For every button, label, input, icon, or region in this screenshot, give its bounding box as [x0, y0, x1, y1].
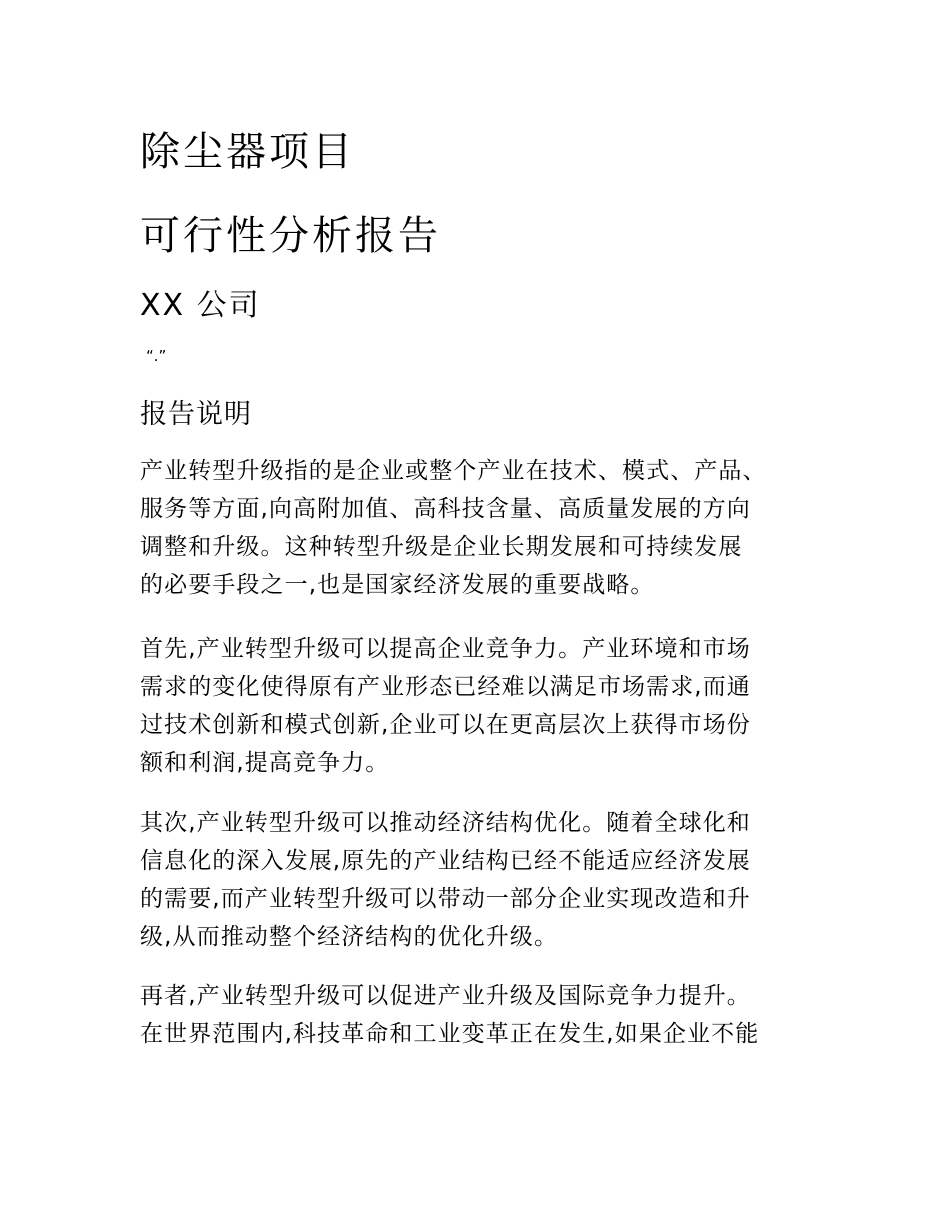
- quote-marker: “.”: [146, 347, 167, 365]
- paragraph-line: 级,从而推动整个经济结构的优化升级。: [140, 924, 559, 950]
- paragraph-line: 首先,产业转型升级可以提高企业竞争力。产业环境和市场: [140, 636, 751, 662]
- paragraph-line: 的必要手段之一,也是国家经济发展的重要战略。: [140, 572, 655, 598]
- company-name: XX 公司: [140, 288, 261, 323]
- paragraph-line: 额和利润,提高竞争力。: [140, 750, 390, 776]
- paragraph-4: [140, 977, 820, 1053]
- report-title-line-2: 可行性分析报告: [140, 213, 441, 259]
- paragraph-line: 再者,产业转型升级可以促进产业升级及国际竞争力提升。: [140, 983, 751, 1009]
- paragraph-line: 需求的变化使得原有产业形态已经难以满足市场需求,而通: [140, 674, 751, 700]
- paragraph-line: 调整和升级。这种转型升级是企业长期发展和可持续发展: [140, 534, 743, 560]
- paragraph-line: 在世界范围内,科技革命和工业变革正在发生,如果企业不能: [140, 1021, 760, 1047]
- paragraph-line: 的需要,而产业转型升级可以带动一部分企业实现改造和升: [140, 886, 751, 912]
- paragraph-2: [140, 630, 820, 782]
- report-title-line-1: 除尘器项目: [140, 129, 355, 175]
- paragraph-line: 过技术创新和模式创新,企业可以在更高层次上获得市场份: [140, 712, 751, 738]
- paragraph-3: [140, 804, 820, 956]
- paragraph-line: 服务等方面,向高附加值、高科技含量、高质量发展的方向: [140, 496, 751, 522]
- paragraph-line: 产业转型升级指的是企业或整个产业在技术、模式、产品、: [140, 458, 767, 484]
- paragraph-line: 信息化的深入发展,原先的产业结构已经不能适应经济发展: [140, 848, 751, 874]
- paragraph-1: [140, 452, 820, 604]
- section-heading: 报告说明: [140, 399, 252, 430]
- paragraph-line: 其次,产业转型升级可以推动经济结构优化。随着全球化和: [140, 810, 751, 836]
